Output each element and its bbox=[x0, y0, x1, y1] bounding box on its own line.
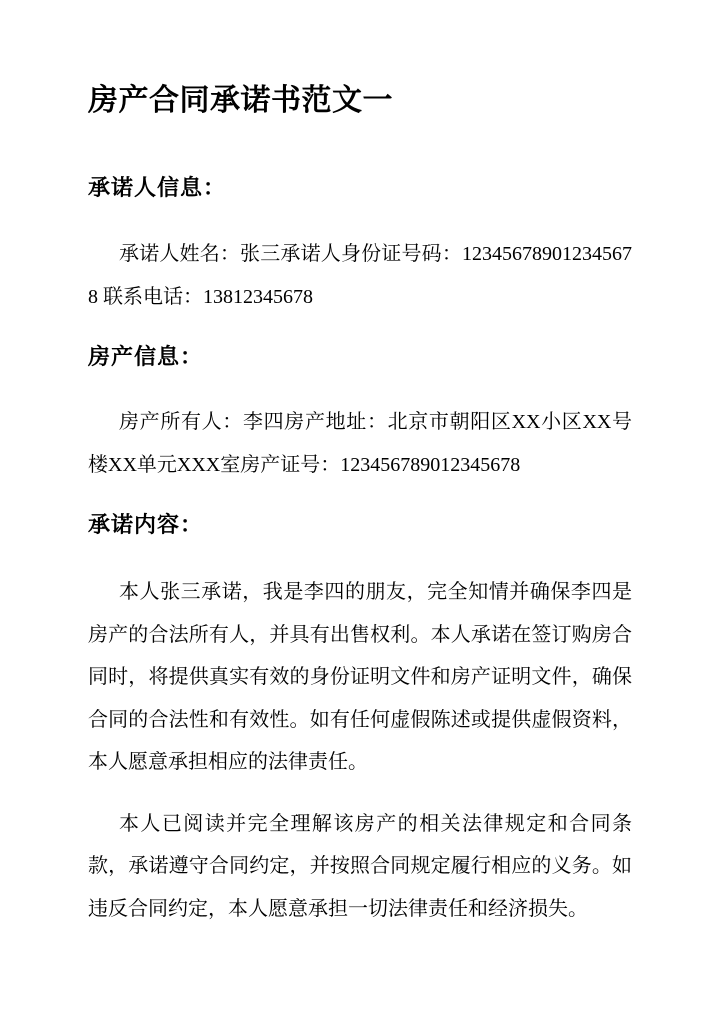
paragraph-commitment-liability: 本人已阅读并完全理解该房产的相关法律规定和合同条款，承诺遵守合同约定，并按照合同规定履行相应的义务。如违反合同约定，本人愿意承担一切法律责任和经济损失。 bbox=[88, 812, 632, 920]
section-property-info bbox=[88, 342, 632, 486]
document-title: 房产合同承诺书范文一 bbox=[88, 84, 393, 117]
section-commitment-content bbox=[88, 510, 632, 930]
section-heading-commitment-content: 承诺内容： bbox=[88, 512, 204, 537]
section-heading-property-info: 房产信息： bbox=[88, 344, 204, 369]
paragraph-commitment-statement: 本人张三承诺，我是李四的朋友，完全知情并确保李四是房产的合法所有人，并具有出售权利。本人承诺在签订购房合同时，将提供真实有效的身份证明文件和房产证明文件，确保合同的合法性和有效性。如有任何虚假陈述或提供虚假资料，本人愿意承担相应的法律责任。 bbox=[88, 581, 632, 773]
paragraph-promisor-details: 承诺人姓名：张三承诺人身份证号码：123456789012345678 联系电话：13812345678 bbox=[88, 243, 632, 308]
section-heading-promisor-info: 承诺人信息： bbox=[88, 175, 227, 200]
section-promisor-info bbox=[88, 173, 632, 318]
paragraph-property-details: 房产所有人：李四房产地址：北京市朝阳区XX小区XX号楼XX单元XXX室房产证号：123456789012345678 bbox=[88, 411, 632, 476]
